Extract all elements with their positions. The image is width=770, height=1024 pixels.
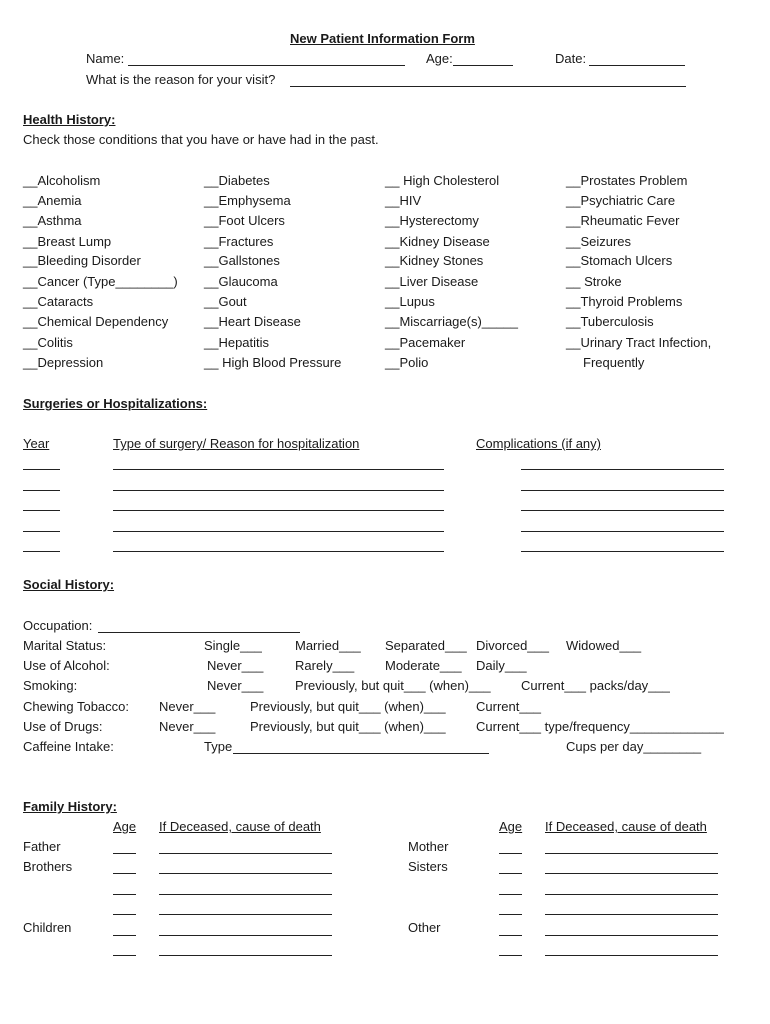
family-cause-field[interactable]	[159, 894, 332, 895]
family-cause-field[interactable]	[159, 955, 332, 956]
family-cause-header-left: If Deceased, cause of death	[159, 819, 321, 834]
surgery-complications-field[interactable]	[521, 510, 724, 511]
family-age-header-left: Age	[113, 819, 137, 834]
social-history-heading: Social History:	[23, 577, 115, 592]
condition-item-continued: Frequently	[583, 355, 645, 370]
reason-field[interactable]	[290, 86, 686, 87]
condition-item[interactable]: __Seizures	[566, 234, 632, 249]
condition-item[interactable]: __Prostates Problem	[566, 173, 688, 188]
family-cause-field[interactable]	[545, 853, 718, 854]
condition-item[interactable]: __Stomach Ulcers	[566, 253, 673, 268]
tobacco-option-never[interactable]: Never___	[159, 699, 216, 714]
condition-item[interactable]: __Tuberculosis	[566, 314, 654, 329]
health-history-instruction: Check those conditions that you have or have had in the past.	[23, 132, 379, 147]
marital-option-single[interactable]: Single___	[204, 638, 262, 653]
family-cause-field[interactable]	[545, 894, 718, 895]
condition-item[interactable]: __ High Blood Pressure	[204, 355, 342, 370]
sisters-label: Sisters	[408, 859, 448, 874]
condition-item[interactable]: __Gallstones	[204, 253, 280, 268]
condition-item[interactable]: __Psychiatric Care	[566, 193, 676, 208]
tobacco-option-current[interactable]: Current___	[476, 699, 542, 714]
family-cause-field[interactable]	[159, 853, 332, 854]
smoking-label: Smoking:	[23, 678, 78, 693]
condition-item[interactable]: __Emphysema	[204, 193, 291, 208]
chewing-tobacco-label: Chewing Tobacco:	[23, 699, 129, 714]
family-age-header-right: Age	[499, 819, 523, 834]
family-history-heading: Family History:	[23, 799, 117, 814]
condition-item[interactable]: __Diabetes	[204, 173, 270, 188]
family-age-field[interactable]	[499, 935, 522, 936]
caffeine-cups-field[interactable]: Cups per day________	[566, 739, 702, 754]
family-cause-field[interactable]	[545, 935, 718, 936]
mother-label: Mother	[408, 839, 449, 854]
date-label: Date:	[555, 51, 587, 66]
marital-status-label: Marital Status:	[23, 638, 107, 653]
family-cause-header-right: If Deceased, cause of death	[545, 819, 707, 834]
surgery-complications-field[interactable]	[521, 469, 724, 470]
surgery-type-field[interactable]	[113, 510, 444, 511]
surgeries-heading: Surgeries or Hospitalizations:	[23, 396, 208, 411]
condition-item[interactable]: __Colitis	[23, 335, 73, 350]
condition-item[interactable]: __Urinary Tract Infection,	[566, 335, 712, 350]
surgery-type-header: Type of surgery/ Reason for hospitalization	[113, 436, 360, 451]
surgery-year-field[interactable]	[23, 531, 60, 532]
age-field[interactable]	[453, 65, 513, 66]
family-cause-field[interactable]	[159, 873, 332, 874]
name-field[interactable]	[128, 65, 405, 66]
family-age-field[interactable]	[499, 955, 522, 956]
smoking-option-never[interactable]: Never___	[207, 678, 264, 693]
occupation-label: Occupation:	[23, 618, 93, 633]
condition-item[interactable]: __Cataracts	[23, 294, 94, 309]
surgery-complications-field[interactable]	[521, 551, 724, 552]
family-cause-field[interactable]	[545, 873, 718, 874]
condition-item[interactable]: __Hysterectomy	[385, 213, 479, 228]
condition-item[interactable]: __Liver Disease	[385, 274, 479, 289]
family-cause-field[interactable]	[159, 935, 332, 936]
drugs-option-previously[interactable]: Previously, but quit___ (when)___	[250, 719, 446, 734]
condition-item[interactable]: __ Stroke	[566, 274, 622, 289]
caffeine-type-label: Type	[204, 739, 233, 754]
condition-item[interactable]: __Glaucoma	[204, 274, 278, 289]
reason-label: What is the reason for your visit?	[86, 72, 276, 87]
family-cause-field[interactable]	[159, 914, 332, 915]
caffeine-type-field[interactable]	[233, 753, 489, 754]
surgery-year-field[interactable]	[23, 490, 60, 491]
condition-item[interactable]: __ High Cholesterol	[385, 173, 500, 188]
smoking-option-previously[interactable]: Previously, but quit___ (when)___	[295, 678, 491, 693]
family-age-field[interactable]	[499, 914, 522, 915]
drugs-option-never[interactable]: Never___	[159, 719, 216, 734]
smoking-option-current[interactable]: Current___ packs/day___	[521, 678, 670, 693]
alcohol-option-moderate[interactable]: Moderate___	[385, 658, 462, 673]
surgery-complications-field[interactable]	[521, 490, 724, 491]
tobacco-option-previously[interactable]: Previously, but quit___ (when)___	[250, 699, 446, 714]
marital-option-widowed[interactable]: Widowed___	[566, 638, 642, 653]
caffeine-label: Caffeine Intake:	[23, 739, 114, 754]
alcohol-option-rarely[interactable]: Rarely___	[295, 658, 355, 673]
family-age-field[interactable]	[499, 853, 522, 854]
family-age-field[interactable]	[113, 873, 136, 874]
alcohol-option-never[interactable]: Never___	[207, 658, 264, 673]
condition-item[interactable]: __Anemia	[23, 193, 82, 208]
family-cause-field[interactable]	[545, 955, 718, 956]
occupation-field[interactable]	[98, 632, 300, 633]
father-label: Father	[23, 839, 61, 854]
surgery-year-header: Year	[23, 436, 50, 451]
surgery-year-field[interactable]	[23, 510, 60, 511]
family-age-field[interactable]	[499, 873, 522, 874]
surgery-type-field[interactable]	[113, 469, 444, 470]
surgery-year-field[interactable]	[23, 469, 60, 470]
condition-item[interactable]: __Depression	[23, 355, 104, 370]
date-field[interactable]	[589, 65, 685, 66]
marital-option-married[interactable]: Married___	[295, 638, 361, 653]
surgery-type-field[interactable]	[113, 490, 444, 491]
name-label: Name:	[86, 51, 125, 66]
family-age-field[interactable]	[499, 894, 522, 895]
condition-item[interactable]: __HIV	[385, 193, 422, 208]
drugs-option-current[interactable]: Current___ type/frequency_____________	[476, 719, 724, 734]
condition-item[interactable]: __Miscarriage(s)_____	[385, 314, 518, 329]
form-title: New Patient Information Form	[290, 31, 475, 46]
surgery-type-field[interactable]	[113, 531, 444, 532]
family-age-field[interactable]	[113, 894, 136, 895]
surgery-complications-header: Complications (if any)	[476, 436, 601, 451]
condition-item[interactable]: __Rheumatic Fever	[566, 213, 680, 228]
surgery-complications-field[interactable]	[521, 531, 724, 532]
condition-item[interactable]: __Bleeding Disorder	[23, 253, 141, 268]
condition-item[interactable]: __Pacemaker	[385, 335, 466, 350]
age-label: Age:	[426, 51, 453, 66]
surgery-type-field[interactable]	[113, 551, 444, 552]
brothers-label: Brothers	[23, 859, 73, 874]
surgery-year-field[interactable]	[23, 551, 60, 552]
condition-item[interactable]: __Gout	[204, 294, 247, 309]
condition-item[interactable]: __Chemical Dependency	[23, 314, 169, 329]
condition-item[interactable]: __Cancer (Type________)	[23, 274, 178, 289]
other-label: Other	[408, 920, 441, 935]
children-label: Children	[23, 920, 72, 935]
condition-item[interactable]: __Polio	[385, 355, 429, 370]
family-age-field[interactable]	[113, 955, 136, 956]
condition-item[interactable]: __Lupus	[385, 294, 435, 309]
condition-item[interactable]: __Heart Disease	[204, 314, 301, 329]
condition-item[interactable]: __Fractures	[204, 234, 274, 249]
alcohol-option-daily[interactable]: Daily___	[476, 658, 527, 673]
marital-option-separated[interactable]: Separated___	[385, 638, 467, 653]
condition-item[interactable]: __Kidney Disease	[385, 234, 490, 249]
condition-item[interactable]: __Asthma	[23, 213, 82, 228]
marital-option-divorced[interactable]: Divorced___	[476, 638, 549, 653]
condition-item[interactable]: __Foot Ulcers	[204, 213, 285, 228]
condition-item[interactable]: __Breast Lump	[23, 234, 112, 249]
health-history-heading: Health History:	[23, 112, 116, 127]
condition-item[interactable]: __Alcoholism	[23, 173, 101, 188]
condition-item[interactable]: __Hepatitis	[204, 335, 270, 350]
family-age-field[interactable]	[113, 935, 136, 936]
family-age-field[interactable]	[113, 853, 136, 854]
drugs-label: Use of Drugs:	[23, 719, 103, 734]
alcohol-label: Use of Alcohol:	[23, 658, 110, 673]
condition-item[interactable]: __Kidney Stones	[385, 253, 484, 268]
family-age-field[interactable]	[113, 914, 136, 915]
condition-item[interactable]: __Thyroid Problems	[566, 294, 683, 309]
family-cause-field[interactable]	[545, 914, 718, 915]
